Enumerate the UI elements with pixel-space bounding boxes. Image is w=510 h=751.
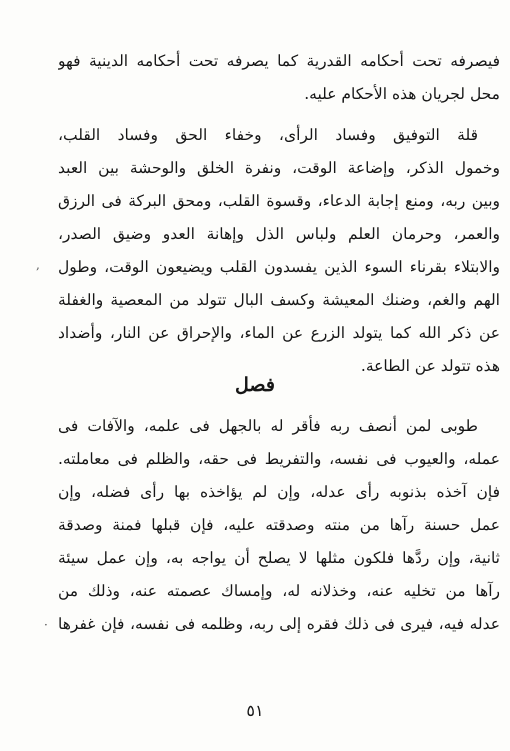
text-line: عن ذكر الله كما يتولد الزرع عن الماء، والإحراق عن النار، وأضداد (58, 324, 500, 342)
text-line: والعمر، وحرمان العلم ولباس الذل وإهانة العدو وضيق الصدر، (58, 225, 500, 243)
text-line: فيصرفه تحت أحكامه القدرية كما يصرفه تحت أحكامه الدينية فهو (58, 52, 500, 70)
page-number: ٥١ (246, 701, 264, 720)
paragraph-intro (58, 45, 500, 111)
text-line: محل لجريان هذه الأحكام عليه. (304, 85, 500, 103)
text-line: وبين ربه، ومنع إجابة الدعاء، وقسوة القلب، ومحق البركة فى الرزق (58, 192, 500, 210)
text-line: فإن آخذه بذنوبه رأى عدله، وإن لم يؤاخذه بها رأى فضله، وإن (58, 483, 500, 501)
text-line: عمل حسنة رآها من منته وصدقته عليه، فإن قبلها فمنة وصدقة (58, 516, 500, 534)
paragraph-effects (58, 119, 500, 383)
text-line: عدله فيه، فيرى فى ذلك فقره إلى ربه، وظلمه فى نفسه، فإن غفرها (58, 615, 500, 633)
margin-speck: · (44, 618, 48, 632)
text-line: والابتلاء بقرناء السوء الذين يفسدون القلب ويضيعون الوقت، وطول (58, 258, 500, 276)
text-line: قلة التوفيق وفساد الرأى، وخفاء الحق وفساد القلب، (58, 126, 478, 144)
text-line: وخمول الذكر، وإضاعة الوقت، ونفرة الخلق والوحشة بين العبد (58, 159, 500, 177)
text-line: عمله، والعيوب فى نفسه، والتفريط فى حقه، والظلم فى معاملته. (58, 450, 500, 468)
text-line: هذه تتولد عن الطاعة. (360, 357, 500, 375)
text-line: رآها من تخليه عنه، وخذلانه له، وإمساك عصمته عنه، وذلك من (58, 582, 500, 600)
section-heading: فصل (235, 374, 275, 396)
text-line: طوبى لمن أنصف ربه فأقر له بالجهل فى علمه، والآفات فى (58, 417, 478, 435)
text-line: الهم والغم، وضنك المعيشة وكسف البال تتولد من المعصية والغفلة (58, 291, 500, 309)
margin-speck: , (36, 258, 40, 272)
text-line: ثانية، وإن ردَّها فلكون مثلها لا يصلح أن يواجه به، وإن عمل سيئة (58, 549, 500, 567)
paragraph-tuba (58, 410, 500, 641)
